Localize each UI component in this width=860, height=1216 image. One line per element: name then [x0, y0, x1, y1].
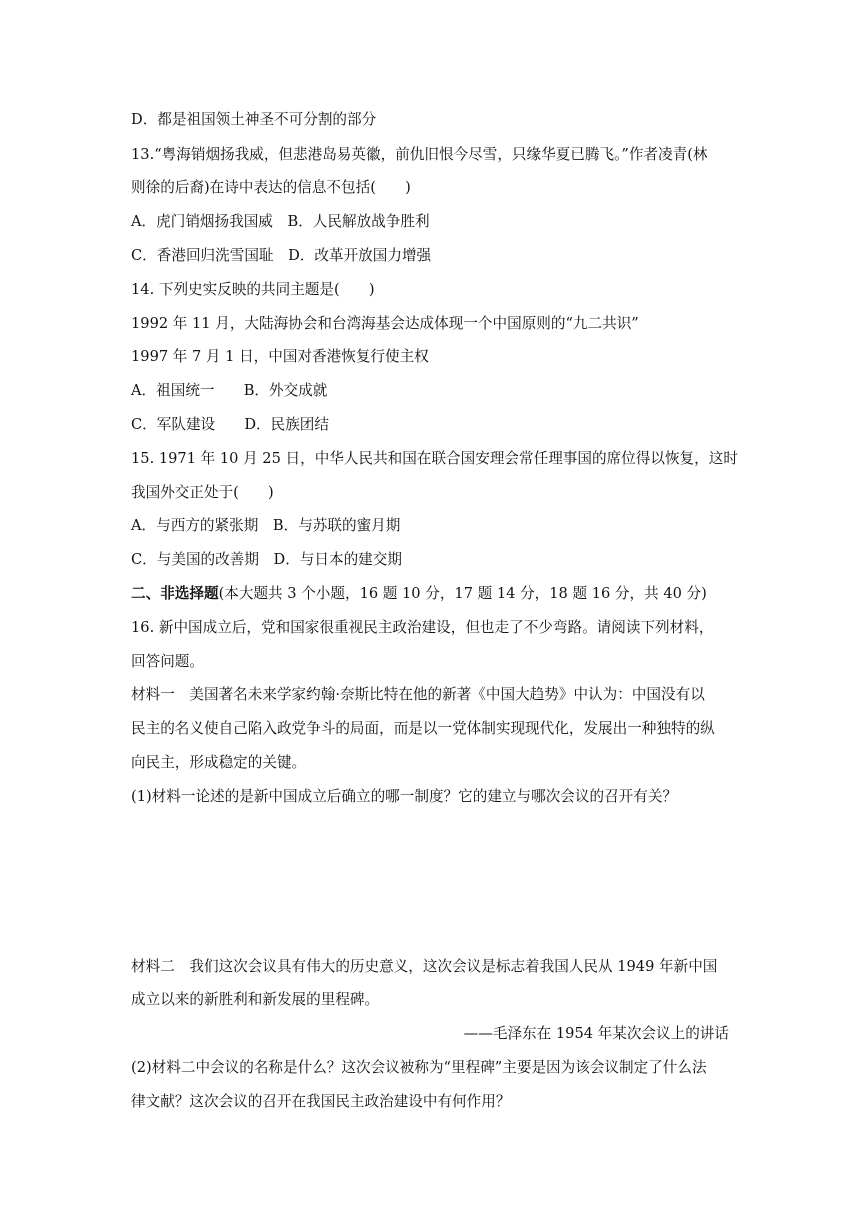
material-2-cont: 成立以来的新胜利和新发展的里程碑。 [131, 991, 380, 1008]
material-2-attribution: ——毛泽东在 1954 年某次会议上的讲话 [463, 1025, 729, 1042]
question-13-options-cd: C．香港回归洗雪国耻 D．改革开放国力增强 [131, 247, 432, 264]
question-14-fact-2: 1997 年 7 月 1 日，中国对香港恢复行使主权 [131, 348, 429, 365]
question-15-options-ab: A．与西方的紧张期 B．与苏联的蜜月期 [131, 517, 401, 534]
question-14-options-ab: A．祖国统一 B．外交成就 [131, 382, 328, 399]
sub-question-2-cont: 律文献？这次会议的召开在我国民主政治建设中有何作用？ [131, 1093, 511, 1110]
question-14-stem: 14. 下列史实反映的共同主题是( ) [131, 281, 375, 298]
question-14-fact-1: 1992 年 11 月，大陆海协会和台湾海基会达成体现一个中国原则的“九二共识” [131, 315, 639, 332]
section-note: (本大题共 3 个小题，16 题 10 分，17 题 14 分，18 题 16 分，共 40 分) [218, 585, 707, 602]
sub-question-1: (1)材料一论述的是新中国成立后确立的哪一制度？它的建立与哪次会议的召开有关？ [131, 788, 678, 805]
question-13-stem: 13.“粤海销烟扬我威，但悲港岛易英徽，前仇旧恨今尽雪，只缘华夏已腾飞。”作者凌青(林 [131, 146, 708, 163]
question-13-options-ab: A．虎门销烟扬我国威 B．人民解放战争胜利 [131, 213, 430, 230]
material-2: 材料二 我们这次会议具有伟大的历史意义，这次会议是标志着我国人民从 1949 年新中国 [131, 958, 718, 975]
question-13-stem-cont: 则徐的后裔)在诗中表达的信息不包括( ) [131, 179, 411, 196]
section-heading [131, 584, 707, 604]
sub-question-2: (2)材料二中会议的名称是什么？这次会议被称为“里程碑”主要是因为该会议制定了什么法 [131, 1059, 707, 1076]
question-16-stem: 16. 新中国成立后，党和国家很重视民主政治建设，但也走了不少弯路。请阅读下列材料， [131, 619, 714, 636]
question-16-stem-cont: 回答问题。 [131, 653, 204, 670]
material-1-cont-1: 民主的名义使自己陷入政党争斗的局面，而是以一党体制实现现代化，发展出一种独特的纵 [131, 720, 715, 737]
question-15-stem: 15. 1971 年 10 月 25 日，中华人民共和国在联合国安理会常任理事国的席位得以恢复，这时 [131, 450, 738, 467]
material-1: 材料一 美国著名未来学家约翰·奈斯比特在他的新著《中国大趋势》中认为：中国没有以 [131, 686, 705, 703]
section-title: 二、非选择题 [131, 585, 219, 602]
material-1-cont-2: 向民主，形成稳定的关键。 [131, 754, 307, 771]
question-14-options-cd: C．军队建设 D．民族团结 [131, 416, 329, 433]
question-15-stem-cont: 我国外交正处于( ) [131, 484, 274, 501]
option-d-q12: D．都是祖国领土神圣不可分割的部分 [131, 111, 377, 128]
question-15-options-cd: C．与美国的改善期 D．与日本的建交期 [131, 551, 402, 568]
